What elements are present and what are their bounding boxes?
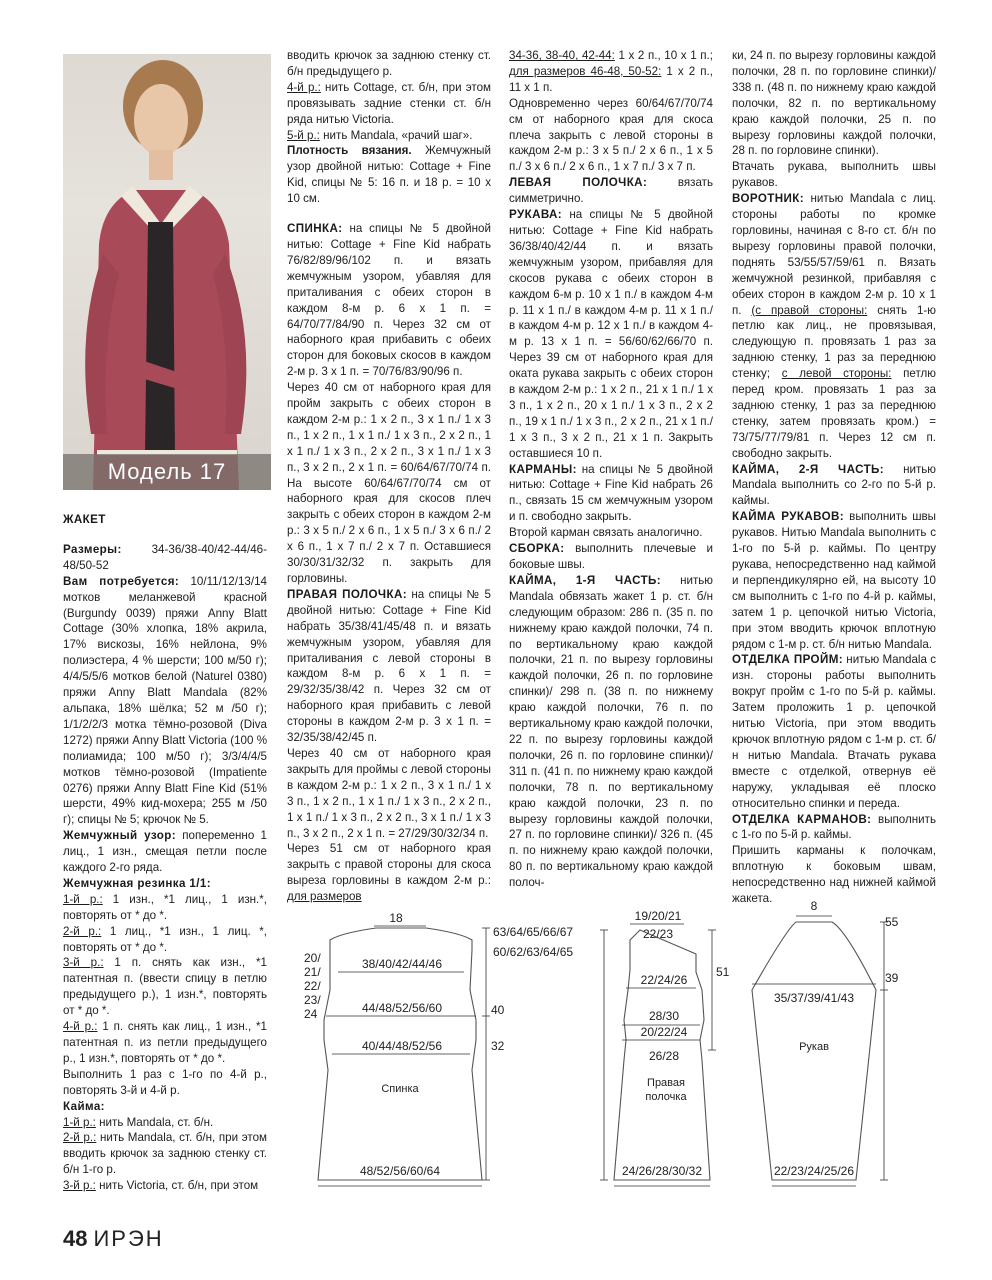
sleeves-paragraph: РУКАВА: на спицы № 5 двойной нитью: Cottage + Fine Kid набрать 36/38/40/42/44 п. и вязать жемчужным узором, прибавляя для скосов рукава с обеих сторон в каждом 6-м р. 10 х 1 п./ в каждом 4-м р. 11 х 1 п./ в каждом 4-м р. 11 х 1 п./ в каждом 4-м р. 12 х 1 п./ в каждом 4-м р. 13 х 1 п. = 56/60/62/66/70 п. Через 39 см от наборного края для оката рукава закрыть с обеих сторон в каждом 2-м р.: 1 х 2 п., 21 х 1 п./ 1 х 3 п., 1 х 2 п., 20 х 1 п./ 1 х 3 п., 2 х 2 п., 19 х 1 п./ 1 х 3 п., 2 х 2 п., 21 х 1 п./ 1 х 3 п., 3 х 2 п., 21 х 1 п. Закрыть оставшиеся 10 п. xyxy=(509,208,713,460)
assembly-paragraph: СБОРКА: выполнить плечевые и боковые швы. xyxy=(509,542,713,571)
edge-row-3: 3-й р.: нить Victoria, ст. б/н, при этом xyxy=(63,1179,259,1193)
sleeve-height-39: 39 xyxy=(885,971,899,985)
materials-paragraph: Вам потребуется: 10/11/12/13/14 мотков меланжевой красной (Burgundy 0039) пряжи Anny Blatt Cottage (30% хлопка, 18% акрила, 17% вискозы, 16% нейлона, 9% полиэстера, 4 % шерсти; 100 м/50 г); 4/4/5/5/6 мотков белой (Naturel 0380) пряжи Anny Blatt Mandala (82% альпака, 18% шёлка; 52 м /50 г); 1/1/2/2/3 мотка тёмно-розовой (Diva 1272) пряжи Anny Blatt Victoria (100 % полиамида; 100 м/50 г); 3/3/4/4/5 мотков тёмно-розовой (Impatiente 0276) пряжи Anny Blatt Fine Kid (51% шерсти, 49% кид-мохера; 255 м /50 г); спицы № 5; крючок № 5. xyxy=(63,574,267,827)
sleeve-top-label: 8 xyxy=(810,899,818,913)
pocket-finish-paragraph: ОТДЕЛКА КАРМАНОВ: выполнить с 1-го по 5-й р. каймы. xyxy=(732,812,936,842)
pocket-finish-paragraph-2: Пришить карманы к полочкам, вплотную к боковым швам, непосредственно над нижней каймой жакета. xyxy=(732,844,936,906)
column-3 xyxy=(509,48,713,891)
sleeve-height-55: 55 xyxy=(885,915,899,929)
back-left-2: 21/ xyxy=(304,965,321,979)
edge-heading: Кайма: xyxy=(63,1099,105,1113)
front-height-51: 51 xyxy=(716,965,730,979)
right-front-paragraph: ПРАВАЯ ПОЛОЧКА: на спицы № 5 двойной нитью: Cottage + Fine Kid набрать 35/38/41/45/48 п. и вязать жемчужным узором, убавляя для приталивания с левой стороны в каждом 8-м р. 6 х 1 п. = 29/32/35/38/42 п. Через 32 см от наборного края прибавить с левой стороны в каждом 2-м р. 3 х 1 п. = 32/35/38/42/45 п. xyxy=(287,587,491,745)
back-paragraph: СПИНКА: на спицы № 5 двойной нитью: Cottage + Fine Kid набрать 76/82/89/96/102 п. и вязать жемчужным узором, убавляя для приталивания с обеих сторон в каждом 8-м р. 6 х 1 п. = 64/70/77/84/90 п. Через 32 см от наборного края прибавить с обеих сторон для боковых скосов в каждом 2-м р. 3 х 1 п. = 70/76/83/90/96 п. xyxy=(287,222,491,379)
back-paragraph-2: Через 40 см от наборного края для пройм закрыть с обеих сторон в каждом 2-м р.: 1 х 2 п., 3 х 1 п./ 1 х 3 п., 1 х 2 п., 1 х 1 п./ 1 х 3 п., 2 х 2 п., 1 х 1 п./ 1 х 3 п., 2 х 2 п., 3 х 1 п./ 1 х 3 п., 3 х 2 п., 2 х 1 п. = 60/64/67/70/74 п. На высоте 60/64/67/70/74 см от наборного края для скосов плеч закрыть с обеих сторон в каждом 2-м р.: 3 х 5 п./ 2 х 6 п., 1 х 5 п./ 3 х 6 п./ 2 х 6 п., 1 х 7 п./ 2 х 7 п. Оставшиеся 30/30/31/32/32 п. закрыть для горловины. xyxy=(287,381,491,585)
front-label-1: Правая xyxy=(647,1077,685,1089)
sleeve-edge-paragraph: КАЙМА РУКАВОВ: выполнить швы рукавов. Нитью Mandala выполнить с 1-го по 5-й р. каймы. По центру рукава, непосредственно над каймой и перпендикулярно ей, на высоту 10 см выполнить с 1-го по 4-й р. каймы, затем 1 р. цепочкой нитью Victoria, при этом вводить крючок вплотную рядом с 1-м р. ст. б/н нитью Mandala. xyxy=(732,510,936,651)
sleeve-diagram xyxy=(752,899,899,1186)
collar-paragraph: ВОРОТНИК: нитью Mandala с лиц. стороны работы по кромке горловины, начиная с 8-го ст. б/н по вырезу горловины правой полочки, поднять 53/55/57/59/61 п. Вязать жемчужной резинкой, прибавляя с обеих сторон в каждом 2-м р. 10 х 1 п. (с правой стороны: снять 1-ю петлю как лиц., не провязывая, следующую п. провязать 1 раз за заднюю стенку, 1 раз за переднюю стенку; с левой стороны: петлю перед кром. провязать 1 раз за заднюю стенку, 1 раз за переднюю стенку, затем провязать кром.) = 73/75/77/79/81 п. Через 12 см п. свободно закрыть. xyxy=(732,192,936,460)
sleeve-label: Рукав xyxy=(799,1041,829,1053)
back-bottom-label: 48/52/56/60/64 xyxy=(359,1164,441,1178)
sew-sleeves: Втачать рукава, выполнить швы рукавов. xyxy=(732,160,936,190)
front-width-3: 20/22/24 xyxy=(640,1025,688,1039)
page-footer xyxy=(63,1226,164,1252)
rib-row-3: 3-й р.: 1 п. снять как изн., *1 патентная п. (ввести спицу в петлю предыдущего р.), 1 изн.*, повторять от * до *. xyxy=(63,956,267,1018)
back-height-32: 32 xyxy=(491,1039,505,1053)
back-height-40: 40 xyxy=(491,1003,505,1017)
back-bust-label: 44/48/52/56/60 xyxy=(361,1001,443,1015)
edge-part-1-cont: ки, 24 п. по вырезу горловины каждой полочки, 28 п. по горловине спинки)/ 338 п. (48 п. по нижнему краю каждой полочки, 82 п. по вертикальному краю каждой полочки, 25 п. по вырезу горловины каждой полочки, 28 п. по горловине спинки). xyxy=(732,49,936,158)
front-bottom-label: 24/26/28/30/32 xyxy=(621,1164,703,1178)
front-top-label-1: 19/20/21 xyxy=(634,909,682,923)
pockets-paragraph-2: Второй карман связать аналогично. xyxy=(509,526,703,540)
model-illustration xyxy=(63,54,271,490)
back-shoulder-label-1: 63/64/65/66/67 xyxy=(493,925,574,939)
pearl-pattern: Жемчужный узор: попеременно 1 лиц., 1 изн., смещая петли после каждого 2-го ряда. xyxy=(63,829,267,875)
front-width-2: 28/30 xyxy=(648,1009,680,1023)
back-label: Спинка xyxy=(381,1083,419,1095)
back-top-label: 18 xyxy=(389,911,403,925)
sleeve-bottom-label: 22/23/24/25/26 xyxy=(773,1164,855,1178)
pockets-paragraph: КАРМАНЫ: на спицы № 5 двойной нитью: Cottage + Fine Kid набрать 26 п., связать 15 см жемчужным узором и п. свободно закрыть. xyxy=(509,462,713,524)
gauge-paragraph: Плотность вязания. Жемчужный узор двойной нитью: Cottage + Fine Kid, спицы № 5: 16 п. и 18 р. = 10 х 10 см. xyxy=(287,144,491,206)
right-front-paragraph-2: Через 40 см от наборного края закрыть для проймы с левой стороны в каждом 2-м р.: 1 х 2 п., 3 х 1 п./ 1 х 3 п., 1 х 2 п., 1 х 1 п./ 1 х 3 п., 2 х 2 п., 1 х 1 п./ 1 х 3 п., 2 х 2 п., 3 х 1 п./ 1 х 3 п., 3 х 2 п., 2 х 1 п. = 27/29/30/32/34 п. xyxy=(287,746,491,840)
sizes-paragraph: Размеры: 34-36/38-40/42-44/46-48/50-52 xyxy=(63,542,267,572)
front-top-label-2: 22/23 xyxy=(642,927,674,941)
column-1 xyxy=(63,512,267,1194)
back-left-1: 20/ xyxy=(304,951,321,965)
edge-row-5: 5-й р.: нить Mandala, «рачий шаг». xyxy=(287,128,473,142)
left-front-paragraph: ЛЕВАЯ ПОЛОЧКА: вязать симметрично. xyxy=(509,176,713,206)
edge-row-1: 1-й р.: нить Mandala, ст. б/н. xyxy=(63,1115,214,1129)
rib-repeat: Выполнить 1 раз с 1-го по 4-й р., повторять 3-й и 4-й р. xyxy=(63,1067,267,1097)
edge-row-2: 2-й р.: нить Mandala, ст. б/н, при этом вводить крючок за заднюю стенку ст. б/н 1-го р. xyxy=(63,1131,267,1177)
back-left-5: 24 xyxy=(304,1007,318,1021)
front-diagram xyxy=(600,909,730,1186)
back-waist-label: 40/44/48/52/56 xyxy=(361,1039,443,1053)
front-label-2: полочка xyxy=(645,1091,687,1103)
article-title: ЖАКЕТ xyxy=(63,513,106,526)
model-photo xyxy=(63,54,271,490)
edge-row-4: 4-й р.: нить Cottage, ст. б/н, при этом провязывать задние стенки ст. б/н ряда нитью Victoria. xyxy=(287,80,491,126)
shoulder-paragraph: Одновременно через 60/64/67/70/74 см от наборного края для скоса плеча закрыть с левой стороны в каждом 2-м р.: 3 х 5 п./ 2 х 6 п., 1 х 5 п./ 3 х 6 п./ 2 х 6 п., 1 х 7 п./ 3 х 7 п. xyxy=(509,96,713,174)
front-width-4: 26/28 xyxy=(648,1049,680,1063)
column-4 xyxy=(732,48,936,907)
column-2 xyxy=(287,48,491,905)
armhole-paragraph: ОТДЕЛКА ПРОЙМ: нитью Mandala с изн. стороны работы выполнить вокруг пройм с 1-го по 5-й р. каймы. Затем проложить 1 р. цепочкой нитью Victoria, при этом вводить крючок вплотную рядом с 1-м р. ст. б/н нитью Mandala. Втачать рукава вместе с отделкой, отвернув её наружу, укладывая её плоско относительно спинки и переда. xyxy=(732,653,936,810)
model-caption: Модель 17 xyxy=(63,454,271,490)
pattern-diagrams xyxy=(286,890,926,1190)
back-left-3: 22/ xyxy=(304,979,321,993)
rib-row-1: 1-й р.: 1 изн., *1 лиц., 1 изн.*, повторять от * до *. xyxy=(63,892,267,922)
edge-row-3-cont: вводить крючок за заднюю стенку ст. б/н предыдущего р. xyxy=(287,49,491,78)
edge-part-1-paragraph: КАЙМА, 1-Я ЧАСТЬ: нитью Mandala обвязать жакет 1 р. ст. б/н следующим образом: 286 п. (35 п. по нижнему краю каждой полочки, 74 п. по вертикальному краю каждой полочки, 21 п. по вырезу горловины каждой полочки, 26 п. по горловине спинки)/ 298 п. (38 п. по нижнему краю каждой полочки, 76 п. по вертикальному краю каждой полочки, 22 п. по вырезу горловины каждой полочки, 26 п. по горловине спинки)/ 311 п. (41 п. по нижнему краю каждой полочки, 78 п. по вертикальному краю каждой полочки, 23 п. по вырезу горловины каждой полочки, 27 п. по горловине спинки)/ 326 п. (45 п. по нижнему краю каждой полочки, 80 п. по вертикальному краю каждой полоч- xyxy=(509,573,713,890)
back-armhole-label: 38/40/42/44/46 xyxy=(361,957,443,971)
sleeve-width-label: 35/37/39/41/43 xyxy=(773,991,855,1005)
back-shoulder-label-2: 60/62/63/64/65 xyxy=(493,945,574,959)
pearl-rib-heading: Жемчужная резинка 1/1: xyxy=(63,876,211,890)
back-diagram xyxy=(304,911,573,1186)
magazine-name: ИРЭН xyxy=(93,1226,164,1251)
back-left-4: 23/ xyxy=(304,993,321,1007)
right-front-paragraph-3: Через 51 см от наборного края закрыть с правой стороны для скоса выреза горловины в каждом 2-м р.: для размеров xyxy=(287,842,491,904)
neckline-sizes: 34-36, 38-40, 42-44: 1 х 2 п., 10 х 1 п.; для размеров 46-48, 50-52: 1 х 2 п., 11 х 1 п. xyxy=(509,49,713,94)
rib-row-4: 4-й р.: 1 п. снять как лиц., 1 изн., *1 патентная п. из петли предыдущего р., 1 изн.*, повторять от * до *. xyxy=(63,1020,267,1065)
edge-part-2-paragraph: КАЙМА, 2-Я ЧАСТЬ: нитью Mandala выполнить со 2-го по 5-й р. каймы. xyxy=(732,462,936,508)
page-number: 48 xyxy=(63,1226,88,1251)
rib-row-2: 2-й р.: 1 лиц., *1 изн., 1 лиц. *, повторять от * до *. xyxy=(63,924,267,954)
front-width-1: 22/24/26 xyxy=(640,973,688,987)
